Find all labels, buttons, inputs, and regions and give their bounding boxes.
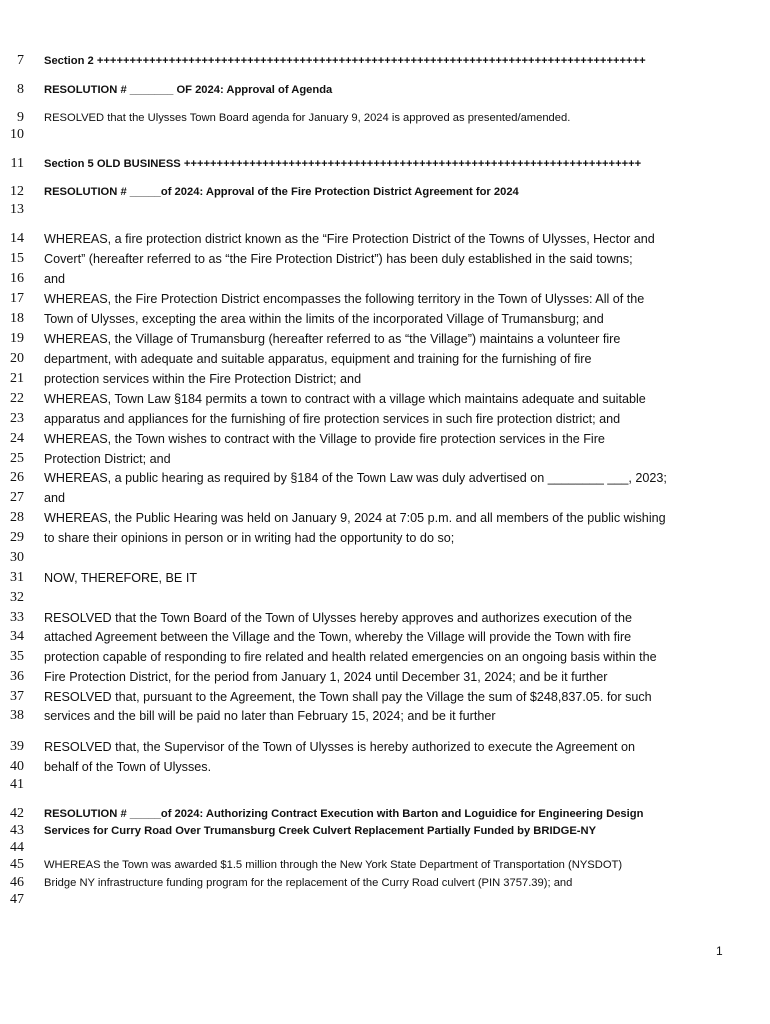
body-text: NOW, THEREFORE, BE IT: [44, 571, 198, 585]
section-heading: Section 5 OLD BUSINESS ++++++++++++++++++++++++++++++++++++++++++++++++++++++++++++++++++++++: [44, 158, 642, 170]
line-number: 9: [17, 110, 24, 125]
body-text: WHEREAS the Town was awarded $1.5 million through the New York State Department of Transportation (NYSDOT): [44, 859, 623, 871]
line-number: 35: [10, 649, 24, 664]
line-number: 38: [10, 708, 24, 723]
body-text: services and the bill will be paid no later than February 15, 2024; and be it further: [44, 709, 496, 723]
resolution-heading: RESOLUTION # _____of 2024: Approval of the Fire Protection District Agreement for 2024: [44, 186, 519, 198]
body-text: behalf of the Town of Ulysses.: [44, 760, 212, 774]
line-number: 45: [10, 857, 24, 872]
line-number: 30: [10, 550, 24, 565]
line-number: 31: [10, 570, 24, 585]
line-number: 36: [10, 669, 24, 684]
body-text: attached Agreement between the Village and the Town, whereby the Village will provide the Town with fire: [44, 630, 632, 644]
line-number: 18: [10, 311, 24, 326]
line-number: 43: [10, 823, 24, 838]
body-text: WHEREAS, the Public Hearing was held on January 9, 2024 at 7:05 p.m. and all members of the public wishing: [44, 511, 666, 525]
line-number: 8: [17, 82, 24, 97]
line-number: 11: [10, 156, 24, 171]
body-text: Protection District; and: [44, 452, 171, 466]
line-number: 47: [10, 892, 24, 907]
line-number: 42: [10, 806, 24, 821]
line-number: 32: [10, 590, 24, 605]
body-text: department, with adequate and suitable apparatus, equipment and training for the furnishing of fire: [44, 352, 592, 366]
body-text: Town of Ulysses, excepting the area within the limits of the incorporated Village of Trumansburg; and: [44, 312, 604, 326]
resolution-heading: RESOLUTION # _____of 2024: Authorizing Contract Execution with Barton and Loguidice for Engineering Design: [44, 808, 644, 820]
line-number: 20: [10, 351, 24, 366]
line-number: 33: [10, 610, 24, 625]
line-number: 27: [10, 490, 24, 505]
resolution-heading: RESOLUTION # _______ OF 2024: Approval of Agenda: [44, 84, 333, 96]
line-number: 7: [17, 53, 24, 68]
line-number: 39: [10, 739, 24, 754]
body-text: Fire Protection District, for the period from January 1, 2024 until December 31, 2024; and be it further: [44, 670, 608, 684]
page-number: 1: [716, 944, 723, 958]
line-number: 13: [10, 202, 24, 217]
body-text: Bridge NY infrastructure funding program for the replacement of the Curry Road culvert (PIN 3757.39); and: [44, 877, 573, 889]
body-text: protection capable of responding to fire related and health related emergencies on an ongoing basis within the: [44, 650, 657, 664]
line-number: 34: [10, 629, 24, 644]
body-text: WHEREAS, the Town wishes to contract with the Village to provide fire protection services in the Fire: [44, 432, 605, 446]
line-number: 24: [10, 431, 24, 446]
line-number: 26: [10, 470, 24, 485]
line-number: 14: [10, 231, 24, 246]
body-text: RESOLVED that, the Supervisor of the Town of Ulysses is hereby authorized to execute the Agreement on: [44, 740, 636, 754]
line-number: 19: [10, 331, 24, 346]
line-number: 44: [10, 840, 24, 855]
section-heading: Section 2 ++++++++++++++++++++++++++++++++++++++++++++++++++++++++++++++++++++++++++++++++++++: [44, 55, 646, 67]
body-text: apparatus and appliances for the furnishing of fire protection services in such fire protection district; and: [44, 412, 621, 426]
line-number: 46: [10, 875, 24, 890]
body-text: WHEREAS, the Fire Protection District encompasses the following territory in the Town of Ulysses: All of the: [44, 292, 645, 306]
body-text: RESOLVED that, pursuant to the Agreement, the Town shall pay the Village the sum of $248,837.05. for such: [44, 690, 652, 704]
line-number: 37: [10, 689, 24, 704]
body-text: and: [44, 491, 66, 505]
body-text: WHEREAS, Town Law §184 permits a town to contract with a village which maintains adequate and suitable: [44, 392, 646, 406]
body-text: protection services within the Fire Protection District; and: [44, 372, 362, 386]
line-number: 17: [10, 291, 24, 306]
body-text: WHEREAS, the Village of Trumansburg (hereafter referred to as “the Village”) maintains a volunteer fire: [44, 332, 621, 346]
body-text: to share their opinions in person or in writing had the opportunity to do so;: [44, 531, 455, 545]
line-number: 28: [10, 510, 24, 525]
line-number: 12: [10, 184, 24, 199]
line-number: 15: [10, 251, 24, 266]
resolution-text: RESOLVED that the Ulysses Town Board agenda for January 9, 2024 is approved as presented/amended.: [44, 112, 571, 124]
body-text: WHEREAS, a fire protection district known as the “Fire Protection District of the Towns of Ulysses, Hector and: [44, 232, 655, 246]
line-number: 16: [10, 271, 24, 286]
line-number: 22: [10, 391, 24, 406]
line-number: 10: [10, 127, 24, 142]
line-number: 40: [10, 759, 24, 774]
line-number: 41: [10, 777, 24, 792]
line-number: 25: [10, 451, 24, 466]
resolution-heading: Services for Curry Road Over Trumansburg Creek Culvert Replacement Partially Funded by BRIDGE-NY: [44, 825, 597, 837]
line-number: 21: [10, 371, 24, 386]
body-text: RESOLVED that the Town Board of the Town of Ulysses hereby approves and authorizes execution of the: [44, 611, 633, 625]
body-text: and: [44, 272, 66, 286]
line-number: 23: [10, 411, 24, 426]
body-text: Covert” (hereafter referred to as “the Fire Protection District”) has been duly established in the said towns;: [44, 252, 633, 266]
body-text: WHEREAS, a public hearing as required by §184 of the Town Law was duly advertised on ________ ___, 2023;: [44, 471, 667, 485]
line-number: 29: [10, 530, 24, 545]
